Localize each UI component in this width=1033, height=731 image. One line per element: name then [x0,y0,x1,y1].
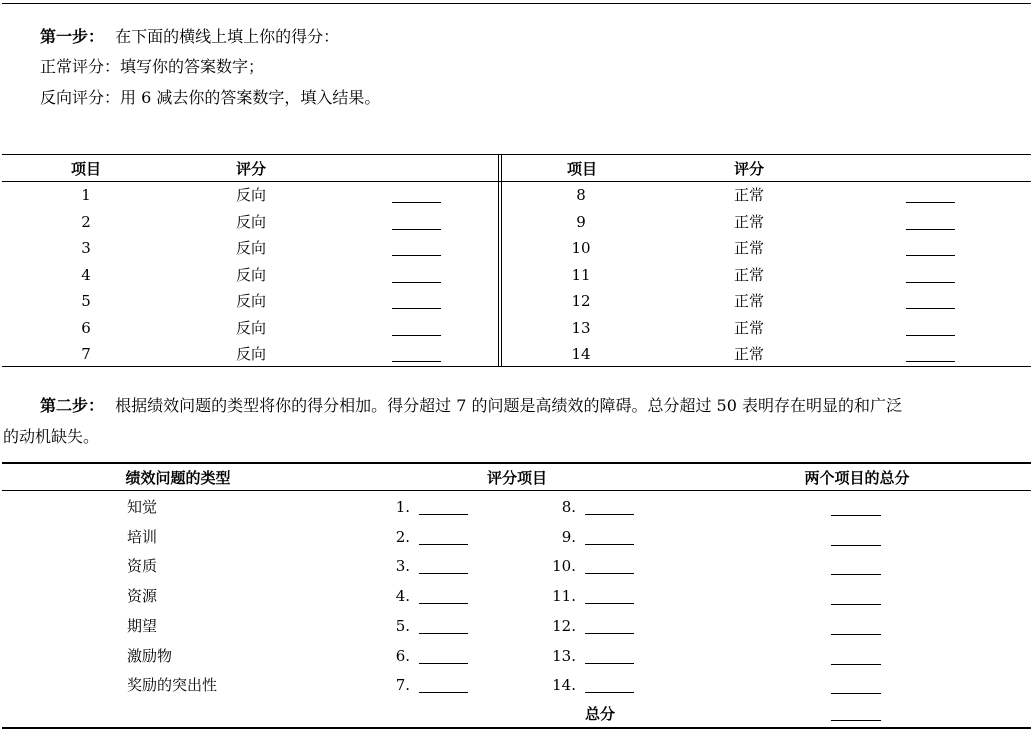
score-blank [392,308,441,309]
item-b-label: 10. [552,557,576,576]
item-b-blank [585,573,634,574]
score-blank [906,308,955,309]
table1-scoring: 正常 [733,265,765,284]
score-blank [392,361,441,362]
table2-header-items: 评分项目 [486,469,548,487]
top-rule [2,3,1031,4]
table2-header-total: 两个项目的总分 [804,469,910,487]
step1-label: 第一步： [40,27,105,46]
table2-top-rule [2,462,1031,464]
item-a-label: 4. [395,587,410,606]
item-a-blank [419,663,468,664]
item-a-label: 2. [395,527,410,546]
table1-item-number: 13 [571,318,591,337]
table1-item-number: 8 [576,186,586,204]
table1-scoring: 反向 [235,212,267,231]
step2-label: 第二步： [40,396,105,415]
table1-top-rule [2,154,1031,155]
score-blank [392,229,441,230]
item-b-label: 13. [552,646,576,665]
table1-scoring: 正常 [733,239,765,257]
item-a-blank [419,692,468,693]
pair-total-blank [831,515,881,516]
score-blank [906,229,955,230]
table1-item-number: 5 [81,292,91,310]
step1-instruction: 在下面的横线上填上你的得分： [115,27,340,46]
table1-bottom-rule [2,366,1031,367]
step2-text-line1: 根据绩效问题的类型将你的得分相加。得分超过 7 的问题是高绩效的障碍。总分超过 50 表明存在明显的和广泛 [115,396,902,415]
table1-scoring: 正常 [733,345,765,363]
problem-type: 激励物 [127,646,173,665]
normal-rule: 正常评分：填写你的答案数字； [40,57,265,76]
table1-item-number: 4 [81,265,91,284]
item-a-label: 3. [395,557,410,576]
table1-scoring: 正常 [733,292,765,310]
step2-text-line2: 的动机缺失。 [3,427,100,446]
score-blank [906,202,955,203]
item-b-label: 8. [561,498,576,516]
table1-item-number: 10 [571,239,591,257]
table1-item-number: 6 [81,318,91,337]
table1-scoring: 反向 [235,318,267,337]
item-b-label: 9. [561,527,576,546]
table1-item-number: 9 [576,212,586,231]
table1-scoring: 正常 [733,212,765,231]
table1-item-number: 2 [81,212,91,231]
table1-scoring: 反向 [235,265,267,284]
grand-total-blank [831,720,881,721]
item-a-label: 7. [395,676,410,695]
score-blank [906,255,955,256]
problem-type: 资源 [127,587,158,606]
item-a-label: 1. [395,498,410,516]
item-b-blank [585,663,634,664]
item-b-label: 11. [552,587,576,606]
table1-item-number: 14 [571,345,591,363]
pair-total-blank [831,693,881,694]
problem-type: 奖励的突出性 [127,676,218,695]
reverse-rule: 反向评分：用 6 减去你的答案数字，填入结果。 [40,88,381,107]
table1-divider-left [498,155,499,366]
item-b-blank [585,514,634,515]
table2-header-rule [2,490,1031,491]
score-blank [906,335,955,336]
table1-scoring: 反向 [235,239,267,257]
table1-scoring: 正常 [733,186,765,204]
item-b-blank [585,544,634,545]
grand-total-label: 总分 [584,705,616,723]
problem-type: 期望 [127,616,158,635]
table1-left-header-item: 项目 [70,160,102,178]
score-blank [906,361,955,362]
table1-scoring: 反向 [235,292,267,310]
table1-item-number: 1 [81,186,91,204]
pair-total-blank [831,634,881,635]
problem-type: 培训 [127,527,158,546]
item-a-blank [419,573,468,574]
table1-right-header-item: 项目 [566,160,598,178]
table2-bottom-rule [2,727,1031,729]
table1-item-number: 12 [571,292,591,310]
step1-line [40,27,339,47]
table1-divider-right [501,155,502,366]
table1-item-number: 3 [81,239,91,257]
table1-item-number: 11 [571,265,591,284]
item-a-label: 6. [395,646,410,665]
item-b-label: 12. [552,616,576,635]
score-blank [392,335,441,336]
table1-scoring: 正常 [733,318,765,337]
table1-item-number: 7 [81,345,91,363]
item-b-blank [585,633,634,634]
table1-scoring: 反向 [235,345,267,363]
item-a-blank [419,544,468,545]
item-b-label: 14. [552,676,576,695]
score-blank [392,202,441,203]
score-blank [392,282,441,283]
table2-header-type: 绩效问题的类型 [125,469,231,487]
table1-right-header-scoring: 评分 [733,160,765,178]
step2-line1 [40,396,902,416]
item-a-blank [419,514,468,515]
pair-total-blank [831,574,881,575]
score-blank [906,282,955,283]
table1-scoring: 反向 [235,186,267,204]
item-a-blank [419,603,468,604]
item-a-label: 5. [395,616,410,635]
problem-type: 资质 [127,557,158,576]
score-blank [392,255,441,256]
pair-total-blank [831,545,881,546]
item-b-blank [585,603,634,604]
pair-total-blank [831,664,881,665]
item-b-blank [585,692,634,693]
table1-header-rule [2,181,1031,182]
table1-left-header-scoring: 评分 [235,160,267,178]
item-a-blank [419,633,468,634]
problem-type: 知觉 [127,498,158,516]
pair-total-blank [831,604,881,605]
